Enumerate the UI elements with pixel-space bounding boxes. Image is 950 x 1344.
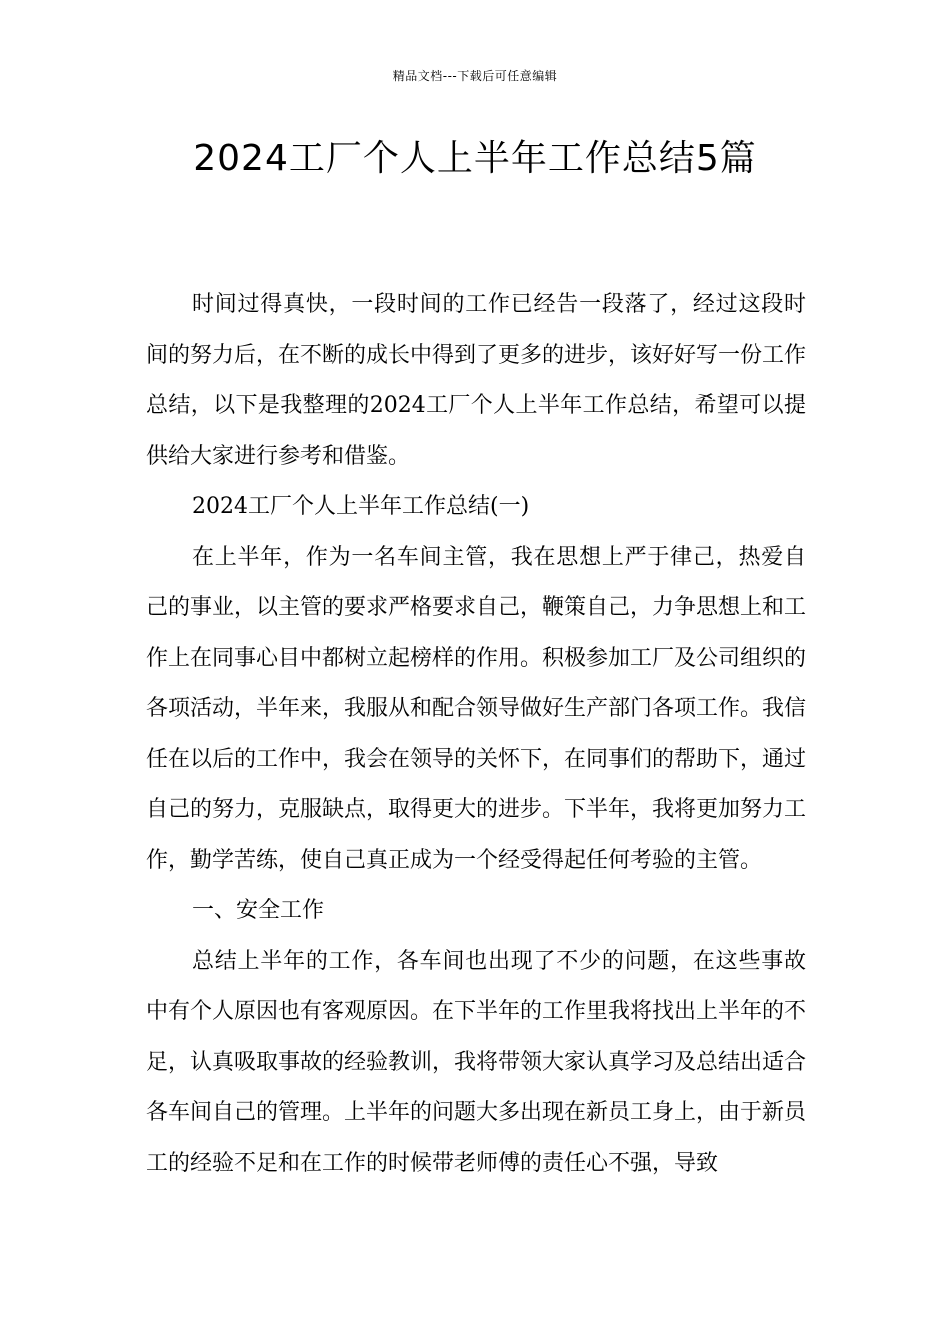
document-body xyxy=(146,280,806,1189)
document-title: 2024工厂个人上半年工作总结5篇 xyxy=(193,138,757,179)
body-paragraph: 总结上半年的工作，各车间也出现了不少的问题，在这些事故中有个人原因也有客观原因。在下半年的工作里我将找出上半年的不足，认真吸取事故的经验教训，我将带领大家认真学习及总结出适合各车间自己的管理。上半年的问题大多出现在新员工身上，由于新员工的经验不足和在工作的时候带老师傅的责任心不强，导致 xyxy=(146,948,807,1176)
header-note: 精品文档---下载后可任意编辑 xyxy=(392,69,558,83)
intro-paragraph: 时间过得真快，一段时间的工作已经告一段落了，经过这段时间的努力后，在不断的成长中得到了更多的进步，该好好写一份工作总结，以下是我整理的2024工厂个人上半年工作总结，希望可以提供给大家进行参考和借鉴。 xyxy=(146,292,807,469)
section-heading-summary-one: 2024工厂个人上半年工作总结(一) xyxy=(192,494,530,519)
section-heading-safety: 一、安全工作 xyxy=(192,898,325,923)
body-paragraph: 在上半年，作为一名车间主管，我在思想上严于律己，热爱自己的事业，以主管的要求严格要求自己，鞭策自己，力争思想上和工作上在同事心目中都树立起榜样的作用。积极参加工厂及公司组织的各项活动，半年来，我服从和配合领导做好生产部门各项工作。我信任在以后的工作中，我会在领导的关怀下，在同事们的帮助下，通过自己的努力，克服缺点，取得更大的进步。下半年，我将更加努力工作，勤学苦练，使自己真正成为一个经受得起任何考验的主管。 xyxy=(146,544,807,873)
